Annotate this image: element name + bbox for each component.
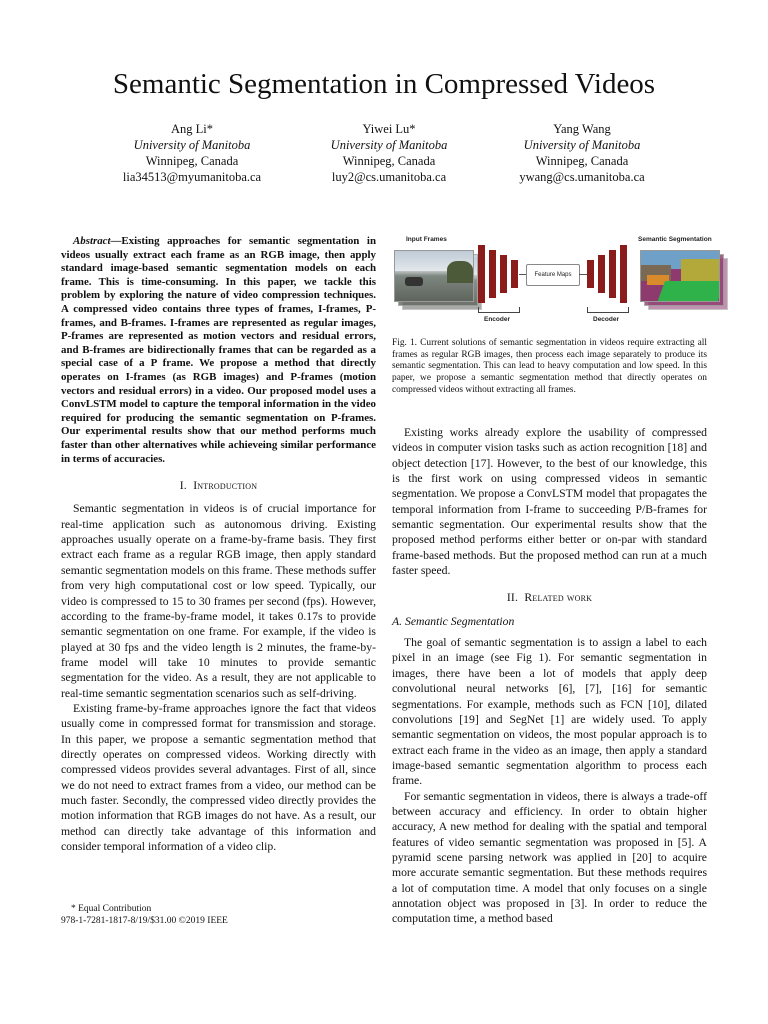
author-location: Winnipeg, Canada [342,154,436,168]
intro-paragraph-2: Existing frame-by-frame approaches ignore the fact that videos usually come in compressed format for transmission and storage. In this paper, we propose a semantic segmentation method that directly operates on compressed videos. Working directly with compressed videos provides several advantages. First of all, since we do not need to extract frames from a video, our method can be much faster. Secondly, the compressed video directly provides the motion information that RGB images do not have. As a result, our method can directly take advantage of this information and consider temporal information of a video clip. [61,701,376,853]
intro-paragraph-3: Existing works already explore the usability of compressed videos in computer vision tasks such as action recognition [18] and object detection [17]. However, to the best of our knowledge, this is the first work on using compressed videos in semantic segmentation. We propose a ConvLSTM model that propagates the temporal information from I-frame to succeeding P/B-frames for semantic segmentation. Our experimental results show that the proposed method performs either better or on-par with standard frame-based methods. But the proposed method can run at a much faster speed. [392,426,707,578]
author-affiliation: University of Manitoba [133,138,251,152]
related-paragraph-1: The goal of semantic segmentation is to assign a label to each pixel in an image (see Fig 1). For semantic segmentation in images, there have been a lot of models that apply deep convolutional neural networks [6], [7], [16] for semantic segmentations. For example, methods such as FCN [10], dilated convolutions [19] and SegNet [1] are widely used. To apply semantic segmentation on videos, the most popular approach is to extract each frame in the video as an image, then apply a standard image-based semantic segmentation algorithm to process each frame. [392,636,707,788]
section-number: I. [179,479,187,493]
feature-maps-box: Feature Maps [526,264,580,286]
encoder-label: Encoder [484,316,511,323]
section-heading-intro [61,478,376,493]
author-block-2 [279,121,499,185]
encoder-layer [500,255,507,293]
abstract-text: —Existing approaches for semantic segmentation in videos usually extract each frame as an RGB image, then apply standard image-based semantic segmentation models on each frame. This is time-consuming. In this paper, we tackle this problem by exploring the nature of video compression techniques. A compressed video contains three types of frames, I-frames, P-frames, and B-frames. I-frames are represented as regular images, P-frames are represented as motion vectors and residual errors, and B-frames are bidirectionally frames that can be regarded as a special case of a P frame. We propose a method that directly operates on I-frames (as RGB images) and P-frames (motion vectors and residual errors) in a video. Our proposed model uses a ConvLSTM model to capture the temporal information in the video required for producing the semantic segmentation on P-frames. Our experimental results show that our method performs much faster than other alternatives while achieveing similar performance in terms of accuracies. [61,235,376,465]
encoder-layer [478,245,485,303]
subsection-heading: A. Semantic Segmentation [392,614,515,628]
figure-caption: Fig. 1. Current solutions of semantic segmentation in videos require extracting all frames as regular RGB images, then process each image separately to produce its semantic segmentation. This can lead to heavy computation and low speed. In this paper, we propose a semantic segmentation method that directly operates on compressed videos without extracting all frames. [392,338,707,395]
encoder-brace [478,307,520,313]
left-column [61,235,376,854]
intro-paragraph-1: Semantic segmentation in videos is of crucial importance for real-time application such as autonomous driving. Existing approaches usually operate on a frame-by-frame basis. They first extract each frame as a regular RGB image, then apply standard semantic segmentation models on this frame. These methods suffer from very high computational cost or low speed. Typically, our video is compressed to 15 to 30 frames per second (fps). However, according to the frame-by-frame model, it takes 0.17s to provide semantic segmentation on one frame. For example, if the video is played at 30 fps and the video length is 2 minutes, the frame-by-frame model will take 10 minutes to provide semantic segmentation for the video. As a result, they are not applicable to real-time semantic segmentation scenarios such as self-driving. [61,502,376,700]
abstract [61,235,376,466]
decoder-brace [587,307,629,313]
figure-1 [392,232,712,332]
author-email: lia34513@myumanitoba.ca [122,170,262,184]
abstract-label: Abstract [73,235,111,247]
author-block-1 [82,121,302,185]
decoder-layer [620,245,627,303]
input-frames-label: Input Frames [406,236,447,243]
author-affiliation: University of Manitoba [523,138,641,152]
arrow-to-feature-maps [519,274,526,275]
author-email: luy2@cs.umanitoba.ca [331,170,447,184]
section-heading-related-work [392,590,707,605]
right-column [392,425,707,927]
author-email: ywang@cs.umanitoba.ca [519,170,645,184]
author-name: Yiwei Lu* [362,122,416,136]
input-frame-image [394,250,474,302]
equal-contribution-note: * Equal Contribution [71,904,152,914]
footnote [61,904,376,927]
encoder-layer [511,260,518,288]
decoder-label: Decoder [593,316,620,323]
copyright-line: 978-1-7281-1817-8/19/$31.00 ©2019 IEEE [61,915,228,926]
decoder-layer [587,260,594,288]
section-title: Related work [524,591,593,605]
encoder-layer [489,250,496,298]
author-location: Winnipeg, Canada [535,154,629,168]
section-number: II. [506,591,519,605]
related-paragraph-2: For semantic segmentation in videos, there is always a trade-off between accuracy and efficiency. In order to obtain higher accuracy, A new method for dealing with the spatial and temporal features of video semantic segmentation was proposed in [5]. A pyramid scene parsing network was applied in [20] to acquire more accurate semantic segmentation. But these methods requires a lot of computation time. A model that only focuses on a single annotation object was proposed in [3]. In order to reduce the computation time, a method based [392,789,707,926]
decoder-layer [598,255,605,293]
semantic-segmentation-label: Semantic Segmentation [638,236,712,243]
arrow-from-feature-maps [579,274,587,275]
paper-title: Semantic Segmentation in Compressed Videos [112,68,656,100]
author-location: Winnipeg, Canada [145,154,239,168]
author-affiliation: University of Manitoba [330,138,448,152]
author-name: Yang Wang [553,122,611,136]
author-name: Ang Li* [170,122,213,136]
segmentation-output-image [640,250,720,302]
section-title: Introduction [193,479,258,493]
decoder-layer [609,250,616,298]
author-block-3 [472,121,692,185]
